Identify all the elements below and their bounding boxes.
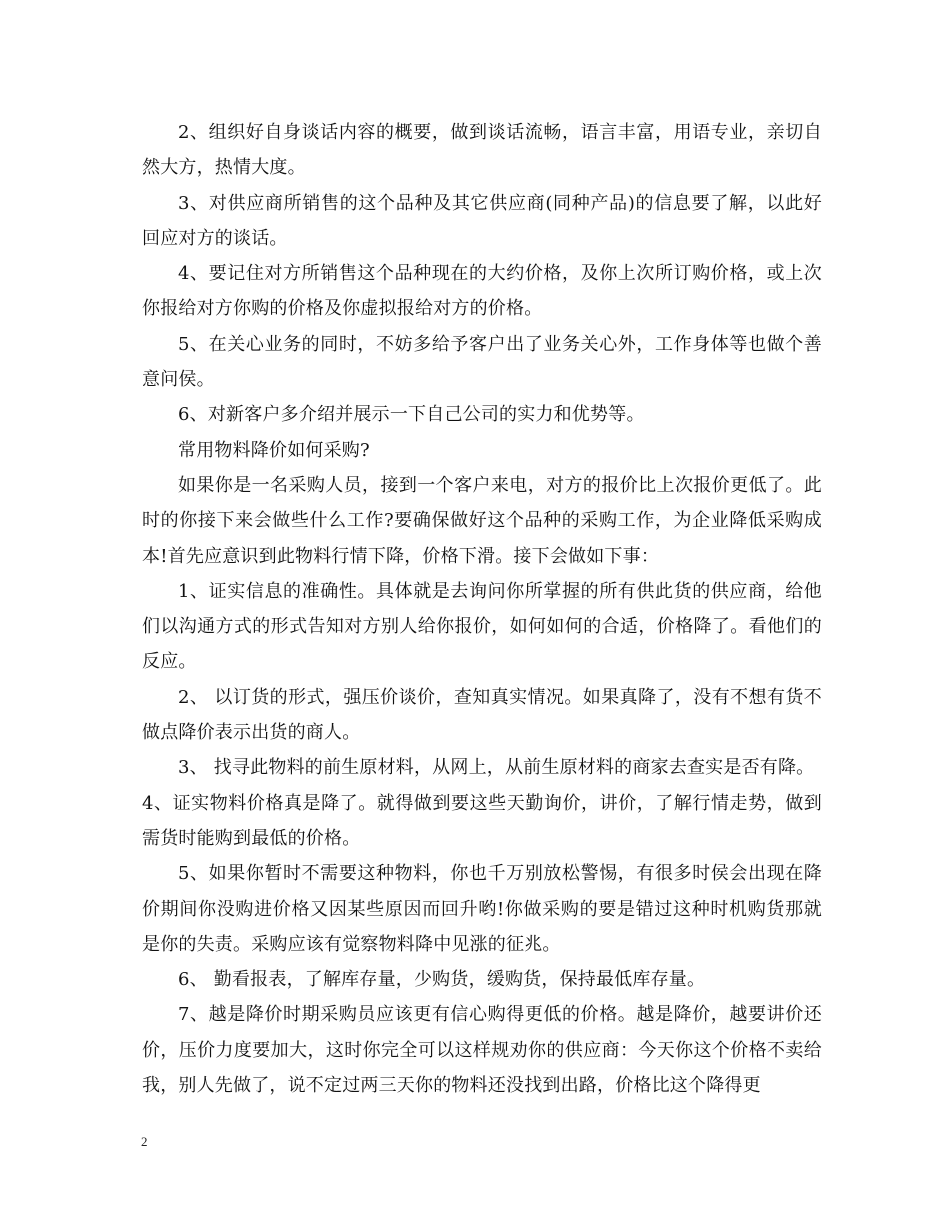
step-4-paragraph: 4、证实物料价格真是降了。就得做到要这些天勤询价，讲价，了解行情走势，做到需货时能购到最低的价格。	[142, 792, 822, 849]
paragraph-item-5: 5、在关心业务的同时，不妨多给予客户出了业务关心外，工作身体等也做个善意问侯。	[142, 333, 822, 391]
paragraph-item-4: 4、要记住对方所销售这个品种现在的大约价格，及你上次所订购价格，或上次你报给对方你购的价格及你虚拟报给对方的价格。	[142, 263, 822, 320]
page-number: 2	[141, 1134, 148, 1149]
document-body	[142, 115, 822, 1103]
paragraph-item-3: 3、对供应商所销售的这个品种及其它供应商(同种产品)的信息要了解，以此好回应对方的谈话。	[142, 192, 822, 249]
section-heading: 常用物料降价如何采购?	[178, 439, 370, 461]
step-5-paragraph: 5、如果你暂时不需要这种物料，你也千万别放松警惕，有很多时侯会出现在降价期间你没购进价格又因某些原因而回升哟!你做采购的要是错过这种时机购货那就是你的失责。采购应该有觉察物料降中见涨的征兆。	[142, 863, 822, 955]
step-6-paragraph: 6、 勤看报表，了解库存量，少购货，缓购货，保持最低库存量。	[178, 969, 706, 991]
step-2-paragraph: 2、 以订货的形式，强压价谈价，查知真实情况。如果真降了，没有不想有货不做点降价表示出货的商人。	[142, 686, 822, 744]
step-3-paragraph: 3、 找寻此物料的前生原材料，从网上，从前生原材料的商家去查实是否有降。	[178, 757, 815, 779]
intro-paragraph: 如果你是一名采购人员，接到一个客户来电，对方的报价比上次报价更低了。此时的你接下来会做些什么工作?要确保做好这个品种的采购工作，为企业降低采购成本!首先应意识到此物料行情下降，价格下滑。接下会做如下事：	[142, 474, 822, 567]
paragraph-item-2: 2、组织好自身谈话内容的概要，做到谈话流畅，语言丰富，用语专业，亲切自然大方，热情大度。	[142, 122, 822, 179]
step-7-paragraph: 7、越是降价时期采购员应该更有信心购得更低的价格。越是降价，越要讲价还价，压价力度要加大，这时你完全可以这样规劝你的供应商：今天你这个价格不卖给我，别人先做了，说不定过两三天你的物料还没找到出路，价格比这个降得更	[142, 1004, 822, 1097]
paragraph-item-6: 6、对新客户多介绍并展示一下自己公司的实力和优势等。	[178, 404, 645, 426]
step-1-paragraph: 1、证实信息的准确性。具体就是去询问你所掌握的所有供此货的供应商，给他们以沟通方式的形式告知对方别人给你报价，如何如何的合适，价格降了。看他们的反应。	[142, 580, 822, 673]
